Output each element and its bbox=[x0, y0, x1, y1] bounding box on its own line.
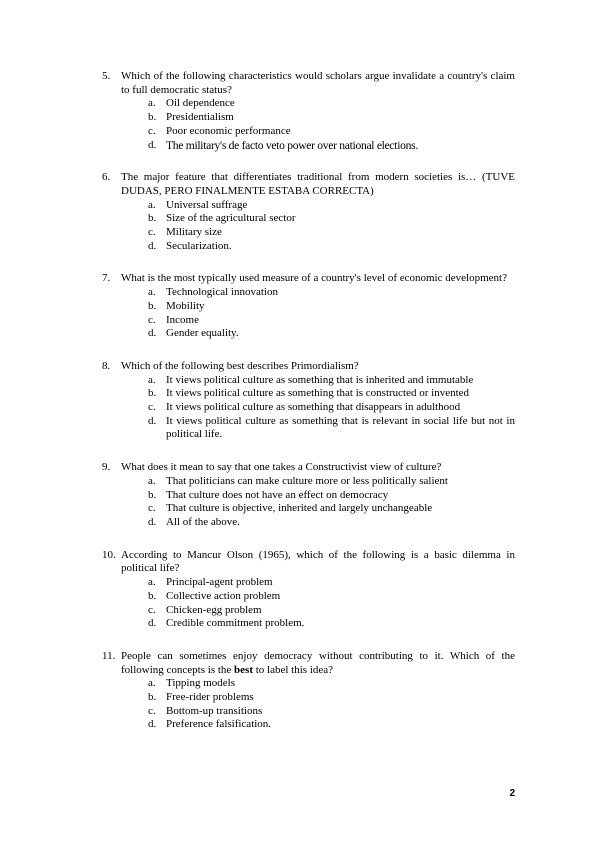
option-text: Mobility bbox=[166, 299, 205, 312]
question-number: 8. bbox=[102, 359, 111, 372]
question-5 bbox=[102, 70, 515, 152]
option-b bbox=[148, 300, 515, 314]
option-letter: c. bbox=[148, 704, 156, 717]
option-d bbox=[148, 617, 515, 631]
question-stem bbox=[102, 461, 515, 475]
option-text: Oil dependence bbox=[166, 97, 235, 110]
option-c bbox=[148, 401, 515, 415]
question-list bbox=[102, 70, 515, 751]
option-list bbox=[148, 97, 515, 152]
question-stem bbox=[102, 650, 515, 677]
option-text: That culture is objective, inherited and largely unchangeable bbox=[166, 502, 433, 515]
option-b bbox=[148, 387, 515, 401]
option-text: It views political culture as something that is inherited and immutable bbox=[166, 373, 474, 386]
option-text: Universal suffrage bbox=[166, 198, 248, 211]
question-number: 9. bbox=[102, 461, 111, 474]
option-letter: a. bbox=[148, 286, 156, 299]
option-c bbox=[148, 125, 515, 139]
option-letter: a. bbox=[148, 97, 156, 110]
option-text: Military size bbox=[166, 226, 222, 239]
option-text: It views political culture as something that disappears in adulthood bbox=[166, 401, 461, 414]
option-letter: b. bbox=[148, 299, 157, 312]
option-letter: d. bbox=[148, 239, 157, 252]
question-number: 10. bbox=[102, 548, 116, 561]
question-stem bbox=[102, 549, 515, 576]
question-8 bbox=[102, 360, 515, 442]
page-number: 2 bbox=[509, 788, 515, 799]
question-stem bbox=[102, 272, 515, 286]
option-b bbox=[148, 590, 515, 604]
option-letter: a. bbox=[148, 677, 156, 690]
option-list bbox=[148, 677, 515, 732]
option-text: Gender equality. bbox=[166, 327, 239, 340]
option-letter: c. bbox=[148, 502, 156, 515]
option-a bbox=[148, 199, 515, 213]
option-a bbox=[148, 677, 515, 691]
question-11 bbox=[102, 650, 515, 732]
option-text: Bottom-up transitions bbox=[166, 704, 263, 717]
option-text: Size of the agricultural sector bbox=[166, 212, 296, 225]
option-text: That culture does not have an effect on democracy bbox=[166, 488, 389, 501]
option-letter: d. bbox=[148, 617, 157, 630]
option-list bbox=[148, 199, 515, 254]
question-text: People can sometimes enjoy democracy without contributing to it. Which of the following concepts is the best to label this idea? bbox=[121, 649, 515, 676]
option-d bbox=[148, 516, 515, 530]
question-text: Which of the following characteristics would scholars argue invalidate a country's claim to full democratic status? bbox=[121, 70, 515, 96]
question-number: 11. bbox=[102, 649, 116, 662]
question-text: The major feature that differentiates traditional from modern societies is… (TUVE DUDAS, PERO FINALMENTE ESTABA CORRECTA) bbox=[121, 171, 515, 197]
emphasis-best: best bbox=[234, 663, 253, 676]
question-6 bbox=[102, 171, 515, 253]
option-d bbox=[148, 327, 515, 341]
option-a bbox=[148, 286, 515, 300]
option-c bbox=[148, 705, 515, 719]
option-letter: b. bbox=[148, 387, 157, 400]
option-letter: a. bbox=[148, 576, 156, 589]
option-letter: d. bbox=[148, 515, 157, 528]
option-text: Collective action problem bbox=[166, 589, 281, 602]
option-list bbox=[148, 286, 515, 341]
option-c bbox=[148, 314, 515, 328]
option-b bbox=[148, 691, 515, 705]
question-stem bbox=[102, 360, 515, 374]
option-c bbox=[148, 604, 515, 618]
option-d bbox=[148, 718, 515, 732]
option-letter: d. bbox=[148, 138, 157, 151]
option-letter: b. bbox=[148, 691, 157, 704]
option-letter: a. bbox=[148, 474, 156, 487]
option-letter: b. bbox=[148, 111, 157, 124]
option-text: Technological innovation bbox=[166, 286, 278, 299]
option-text: Tipping models bbox=[166, 677, 235, 690]
option-letter: d. bbox=[148, 718, 157, 731]
option-list bbox=[148, 576, 515, 631]
option-list bbox=[148, 475, 515, 530]
option-text: Income bbox=[166, 313, 199, 326]
option-letter: a. bbox=[148, 198, 156, 211]
option-a bbox=[148, 576, 515, 590]
option-text: It views political culture as something that is relevant in social life but not in political life. bbox=[166, 414, 515, 441]
question-number: 6. bbox=[102, 171, 111, 184]
option-text: Secularization. bbox=[166, 239, 232, 252]
option-letter: d. bbox=[148, 414, 157, 427]
question-stem bbox=[102, 171, 515, 198]
option-text: Preference falsification. bbox=[166, 718, 272, 731]
option-text: Principal-agent problem bbox=[166, 576, 273, 589]
option-a bbox=[148, 374, 515, 388]
option-text: It views political culture as something that is constructed or invented bbox=[166, 387, 470, 400]
question-number: 7. bbox=[102, 272, 111, 285]
option-letter: c. bbox=[148, 124, 156, 137]
question-9 bbox=[102, 461, 515, 530]
option-letter: d. bbox=[148, 327, 157, 340]
question-number: 5. bbox=[102, 70, 111, 82]
option-text: The military's de facto veto power over national elections. bbox=[166, 138, 418, 152]
option-text: All of the above. bbox=[166, 515, 240, 528]
option-d bbox=[148, 415, 515, 442]
option-b bbox=[148, 212, 515, 226]
option-text: Presidentialism bbox=[166, 111, 234, 124]
option-text: Chicken-egg problem bbox=[166, 603, 262, 616]
option-list bbox=[148, 374, 515, 443]
option-text: Free-rider problems bbox=[166, 691, 254, 704]
option-letter: b. bbox=[148, 212, 157, 225]
option-text: Credible commitment problem. bbox=[166, 617, 305, 630]
option-text: That politicians can make culture more or less politically salient bbox=[166, 474, 448, 487]
option-text: Poor economic performance bbox=[166, 124, 291, 137]
option-d bbox=[148, 139, 515, 153]
option-d bbox=[148, 240, 515, 254]
option-letter: c. bbox=[148, 603, 156, 616]
option-letter: c. bbox=[148, 313, 156, 326]
option-letter: a. bbox=[148, 373, 156, 386]
question-text: Which of the following best describes Primordialism? bbox=[121, 359, 359, 372]
option-b bbox=[148, 111, 515, 125]
question-stem bbox=[102, 70, 515, 97]
option-letter: b. bbox=[148, 488, 157, 501]
question-text: What does it mean to say that one takes a Constructivist view of culture? bbox=[121, 461, 442, 474]
option-letter: c. bbox=[148, 401, 156, 414]
question-10 bbox=[102, 549, 515, 631]
option-letter: b. bbox=[148, 589, 157, 602]
question-text: What is the most typically used measure of a country's level of economic development? bbox=[121, 272, 507, 285]
option-a bbox=[148, 475, 515, 489]
question-text: According to Mancur Olson (1965), which of the following is a basic dilemma in political life? bbox=[121, 548, 515, 575]
option-c bbox=[148, 226, 515, 240]
option-letter: c. bbox=[148, 226, 156, 239]
question-7 bbox=[102, 272, 515, 341]
option-b bbox=[148, 489, 515, 503]
option-a bbox=[148, 97, 515, 111]
option-c bbox=[148, 502, 515, 516]
